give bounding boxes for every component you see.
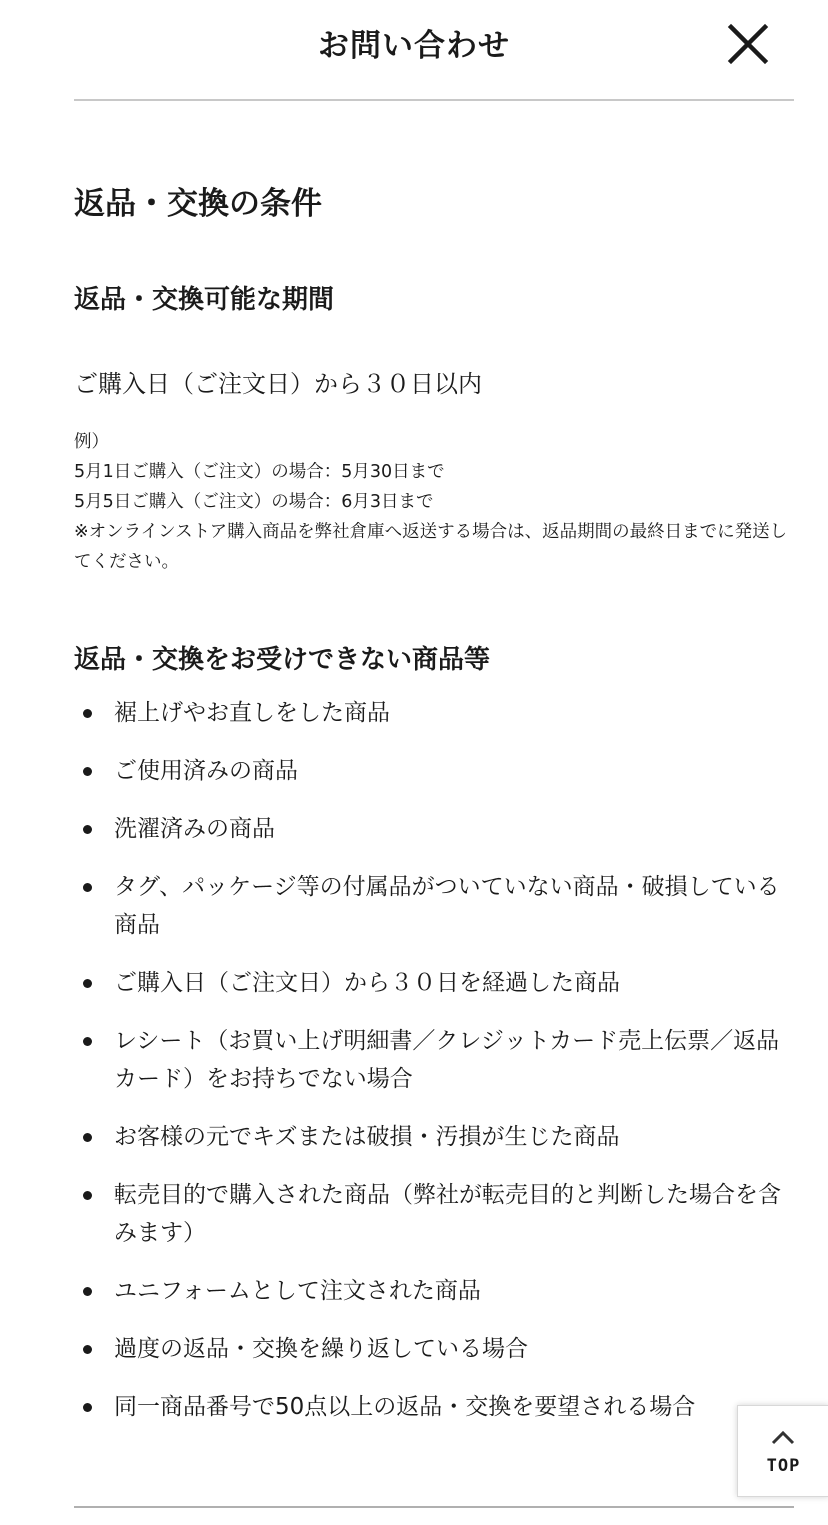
period-heading: 返品・交換可能な期間	[74, 285, 335, 315]
bullet-icon	[83, 979, 92, 988]
bullet-icon	[83, 825, 92, 834]
list-item-text: 同一商品番号で50点以上の返品・交換を要望される場合	[114, 1394, 696, 1420]
example-line: 5月1日ご購入（ご注文）の場合：5月30日まで	[74, 462, 445, 482]
bullet-icon	[83, 1191, 92, 1200]
list-item-text: 転売目的で購入された商品（弊社が転売目的と判断した場合を含みます）	[114, 1182, 781, 1246]
list-item	[74, 964, 796, 1002]
list-item	[74, 1022, 796, 1098]
not-accepted-heading: 返品・交換をお受けできない商品等	[74, 645, 491, 675]
bullet-icon	[83, 1287, 92, 1296]
list-item	[74, 1330, 796, 1368]
page-title: お問い合わせ	[318, 28, 510, 64]
scroll-to-top-label: TOP	[766, 1456, 801, 1476]
shipping-note: ※オンラインストア購入商品を弊社倉庫へ返送する場合は、返品期間の最終日までに発送してください。	[74, 522, 788, 572]
list-item	[74, 1272, 796, 1310]
chevron-up-icon	[769, 1428, 797, 1446]
header	[0, 0, 828, 84]
list-item-text: タグ、パッケージ等の付属品がついていない商品・破損している商品	[114, 874, 780, 938]
bullet-icon	[83, 883, 92, 892]
list-item-text: 裾上げやお直しをした商品	[114, 700, 390, 726]
list-item	[74, 1176, 796, 1252]
not-accepted-list	[74, 694, 796, 1446]
bullet-icon	[83, 1037, 92, 1046]
close-icon	[722, 18, 774, 70]
list-item-text: お客様の元でキズまたは破損・汚損が生じた商品	[114, 1124, 620, 1150]
close-button[interactable]	[722, 18, 774, 70]
scroll-to-top-button[interactable]	[737, 1405, 828, 1497]
section-title: 返品・交換の条件	[74, 186, 322, 222]
list-item	[74, 752, 796, 790]
list-item	[74, 1118, 796, 1156]
example-label: 例）	[74, 432, 109, 452]
bullet-icon	[83, 1345, 92, 1354]
bullet-icon	[83, 1403, 92, 1412]
bullet-icon	[83, 767, 92, 776]
bottom-divider	[74, 1506, 794, 1508]
example-block	[74, 427, 796, 577]
list-item	[74, 868, 796, 944]
list-item-text: ご使用済みの商品	[114, 758, 298, 784]
period-text: ご購入日（ご注文日）から３０日以内	[74, 370, 482, 398]
list-item-text: レシート（お買い上げ明細書／クレジットカード売上伝票／返品カード）をお持ちでない場合	[114, 1028, 780, 1092]
list-item	[74, 1388, 796, 1426]
example-line: 5月5日ご購入（ご注文）の場合：6月3日まで	[74, 492, 434, 512]
header-divider	[74, 99, 794, 101]
list-item	[74, 810, 796, 848]
list-item-text: 洗濯済みの商品	[114, 816, 275, 842]
list-item-text: ご購入日（ご注文日）から３０日を経過した商品	[114, 970, 620, 996]
bullet-icon	[83, 1133, 92, 1142]
bullet-icon	[83, 709, 92, 718]
list-item-text: 過度の返品・交換を繰り返している場合	[114, 1336, 528, 1362]
list-item-text: ユニフォームとして注文された商品	[114, 1278, 481, 1304]
list-item	[74, 694, 796, 732]
